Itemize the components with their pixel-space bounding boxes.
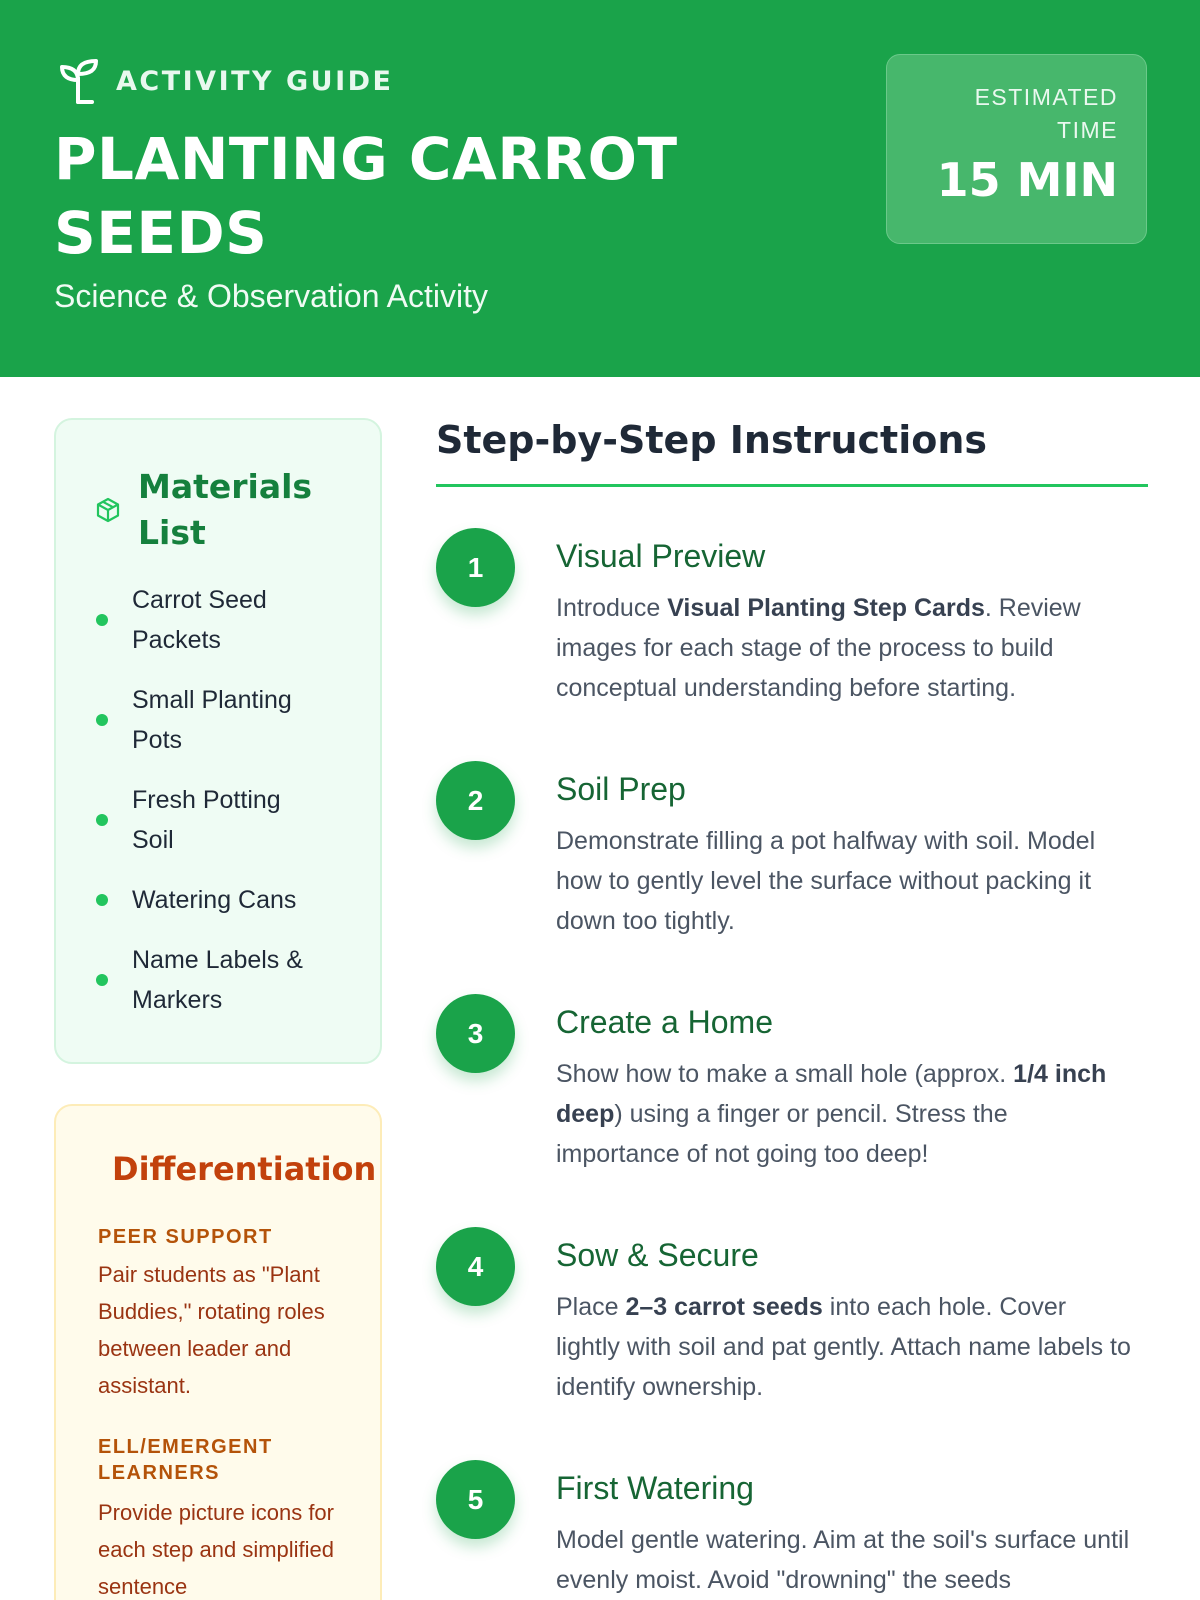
estimated-time-card xyxy=(886,54,1147,244)
bullet-dot-icon xyxy=(96,894,108,906)
materials-header xyxy=(94,464,318,556)
step-number-badge: 5 xyxy=(436,1460,515,1539)
page-title-line-1: PLANTING CARROT xyxy=(54,125,678,193)
list-item xyxy=(96,680,356,760)
step-title: Sow & Secure xyxy=(556,1237,759,1273)
bullet-dot-icon xyxy=(96,614,108,626)
bullet-dot-icon xyxy=(96,814,108,826)
materials-title-line-1: Materials xyxy=(138,467,313,506)
list-item xyxy=(96,940,356,1020)
differentiation-title: Differentiation xyxy=(112,1150,377,1188)
sprout-icon xyxy=(58,58,102,104)
eyebrow-label: ACTIVITY GUIDE xyxy=(116,65,394,97)
step-description: Model gentle watering. Aim at the soil's surface until evenly moist. Avoid "drowning" the seeds xyxy=(556,1526,1130,1594)
materials-title-line-2: List xyxy=(138,513,206,552)
page-title-line-2: SEEDS xyxy=(54,199,268,267)
step-description: Place 2–3 carrot seeds into each hole. Cover lightly with soil and pat gently. Attach name labels to identify ownership. xyxy=(556,1293,1131,1401)
differentiation-card xyxy=(54,1104,382,1600)
list-item xyxy=(96,580,356,660)
estimated-time-value: 15 MIN xyxy=(936,153,1118,207)
step-description: Introduce Visual Planting Step Cards. Review images for each stage of the process to build conceptual understanding before starting. xyxy=(556,594,1081,702)
step-number-badge: 2 xyxy=(436,761,515,840)
step-title: Visual Preview xyxy=(556,538,766,574)
peer-support-label: PEER SUPPORT xyxy=(98,1226,273,1248)
steps-divider xyxy=(436,484,1148,487)
material-label: Carrot Seed Packets xyxy=(132,586,267,654)
materials-card xyxy=(54,418,382,1064)
step-title: Soil Prep xyxy=(556,771,686,807)
material-label: Name Labels & Markers xyxy=(132,946,303,1014)
estimated-time-label-line-2: TIME xyxy=(1057,117,1118,143)
bullet-dot-icon xyxy=(96,714,108,726)
step-title: First Watering xyxy=(556,1470,754,1506)
peer-support-text: Pair students as "Plant Buddies," rotating roles between leader and assistant. xyxy=(98,1262,325,1398)
material-label: Small Planting Pots xyxy=(132,686,292,754)
header-banner xyxy=(0,0,1200,377)
estimated-time-label-line-1: ESTIMATED xyxy=(974,84,1118,110)
materials-title xyxy=(138,464,318,556)
step-title: Create a Home xyxy=(556,1004,773,1040)
estimated-time-label xyxy=(938,81,1118,147)
step-number-badge: 1 xyxy=(436,528,515,607)
step-description: Demonstrate filling a pot halfway with soil. Model how to gently level the surface without packing it down too tightly. xyxy=(556,827,1096,935)
list-item xyxy=(96,880,356,920)
page-title xyxy=(54,122,814,270)
step-number-badge: 4 xyxy=(436,1227,515,1306)
list-item xyxy=(96,780,356,860)
material-label: Fresh Potting Soil xyxy=(132,786,281,854)
page-subtitle: Science & Observation Activity xyxy=(54,278,488,314)
ell-label: ELL/EMERGENT LEARNERS xyxy=(98,1436,273,1484)
ell-text: Provide picture icons for each step and simplified sentence xyxy=(98,1500,335,1599)
step-number-badge: 3 xyxy=(436,994,515,1073)
material-label: Watering Cans xyxy=(132,886,297,914)
bullet-dot-icon xyxy=(96,974,108,986)
eyebrow xyxy=(58,58,393,104)
box-icon xyxy=(94,496,122,524)
steps-heading: Step-by-Step Instructions xyxy=(436,418,988,462)
step-description: Show how to make a small hole (approx. 1/4 inch deep) using a finger or pencil. Stress the importance of not going too deep! xyxy=(556,1060,1107,1168)
materials-list xyxy=(96,580,356,1040)
